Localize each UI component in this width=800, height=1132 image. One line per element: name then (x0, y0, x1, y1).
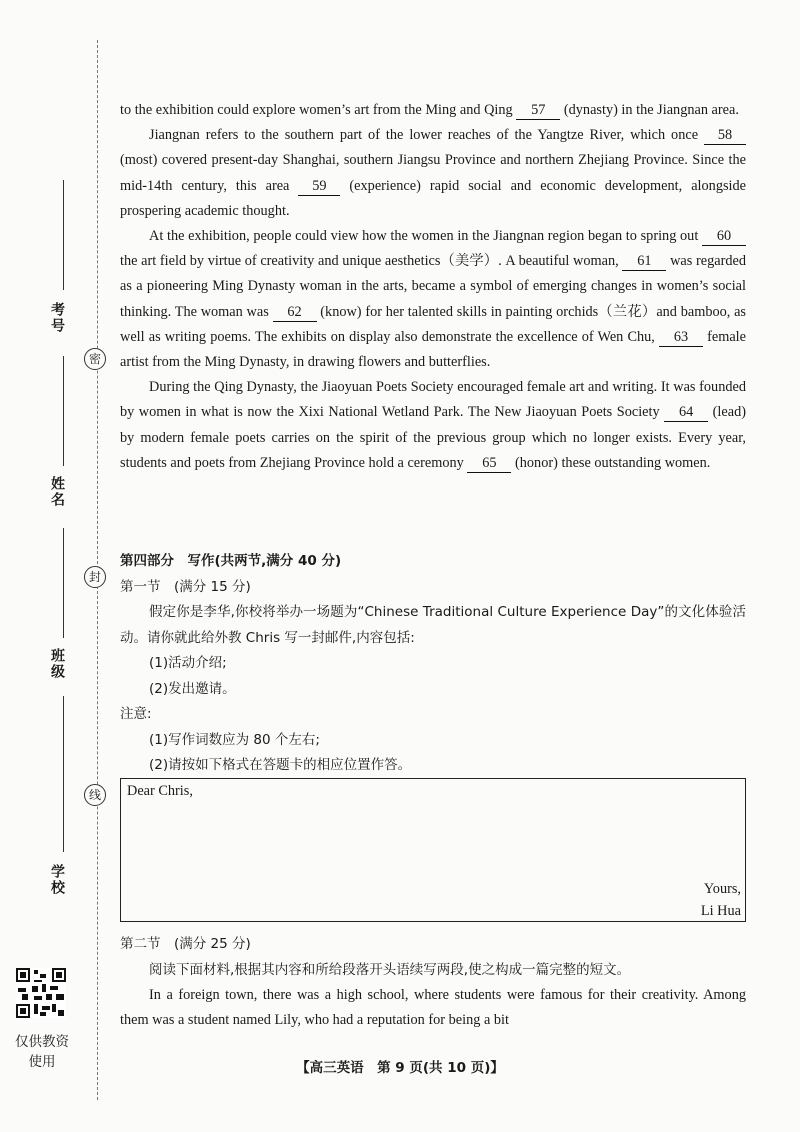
seal-char-mi: 密 (84, 348, 106, 370)
section-two (120, 932, 746, 983)
name-line (63, 356, 64, 466)
blank-58: 58 (704, 126, 746, 145)
blank-60: 60 (702, 227, 746, 246)
section-one-prompt: 假定你是李华,你校将举办一场题为“Chinese Traditional Culture Experience Day”的文化体验活动。请你就此给外教 Chris 写一封邮件,内容包括: (120, 604, 746, 646)
passage-paragraph-1: to the exhibition could explore women’s art from the Ming and Qing 57 (dynasty) in the Jiangnan area. (120, 102, 739, 118)
section-two-title: 第二节 (满分 25 分) (120, 936, 251, 952)
seal-char-xian: 线 (84, 784, 106, 806)
letter-greeting: Dear Chris, (127, 783, 193, 799)
passage-paragraph-3: At the exhibition, people could view how the women in the Jiangnan region began to spring out 60 the art field by virtue of creativity and unique aesthetics（美学）. A beautiful woman, 61 was regarded as a pioneering Ming Dynasty woman in the arts, became a symbol of emerging changes in women’s social thinking. The woman was 62 (know) for her talented skills in painting orchids（兰花）and bamboo, as well as writing poems. The exhibits on display also demonstrate the excellence of Wen Chu, 63 female artist from the Ming Dynasty, in drawing flowers and butterflies. (120, 228, 746, 371)
class-label: 班级 (49, 648, 64, 680)
blank-62: 62 (273, 303, 317, 322)
section-one-item-2: (2)发出邀请。 (149, 680, 236, 697)
blank-64: 64 (664, 403, 708, 422)
blank-59: 59 (298, 177, 340, 196)
section-one-title: 第一节 (满分 15 分) (120, 578, 251, 595)
exam-number-label: 考号 (49, 302, 64, 334)
class-line (63, 528, 64, 638)
passage-paragraph-4: During the Qing Dynasty, the Jiaoyuan Poets Society encouraged female art and writing. It was founded by women in what is now the Xixi National Wetland Park. The New Jiaoyuan Poets Society 64 (lead) by modern female poets carries on the spirit of the previous group which no longer exists. Every year, students and poets from Zhejiang Province hold a ceremony 65 (honor) these outstanding women. (120, 379, 747, 471)
blank-63: 63 (659, 328, 703, 347)
letter-signature: Li Hua (700, 903, 741, 919)
note-title: 注意: (120, 706, 152, 722)
continuation-paragraph: In a foreign town, there was a high school, where students were famous for their creativity. Among them was a student named Lily, who had a reputation for being a bit (120, 987, 746, 1029)
reading-passage (120, 98, 746, 476)
blank-65: 65 (467, 454, 511, 473)
school-line (63, 696, 64, 852)
name-label: 姓名 (49, 476, 64, 508)
letter-format-box (120, 778, 746, 922)
writing-section (120, 549, 746, 779)
blank-61: 61 (622, 252, 666, 271)
exam-number-line (63, 180, 64, 290)
letter-closing: Yours, (703, 881, 741, 897)
school-label: 学校 (49, 864, 64, 896)
continuation-text (120, 983, 746, 1033)
passage-paragraph-2: Jiangnan refers to the southern part of the lower reaches of the Yangtze River, which once 58 (most) covered present-day Shanghai, southern Jiangsu Province and northern Zhejiang Province. Since the mid-14th century, this area 59 (experience) rapid social and economic development, alongside prospering academic thought. (120, 127, 747, 219)
section-one-item-1: (1)活动介绍; (149, 655, 227, 671)
part-four-title: 第四部分 写作(共两节,满分 40 分) (120, 553, 342, 569)
page-footer: 【高三英语 第 9 页(共 10 页)】 (296, 1060, 504, 1076)
note-item-1: (1)写作词数应为 80 个左右; (149, 731, 320, 748)
blank-57: 57 (516, 101, 560, 120)
section-two-prompt: 阅读下面材料,根据其内容和所给段落开头语续写两段,使之构成一篇完整的短文。 (149, 961, 631, 978)
seal-char-feng: 封 (84, 566, 106, 588)
note-item-2: (2)请按如下格式在答题卡的相应位置作答。 (149, 757, 412, 773)
qr-note: 仅供教资使用 (15, 1034, 69, 1070)
qr-code-icon (16, 968, 66, 1018)
